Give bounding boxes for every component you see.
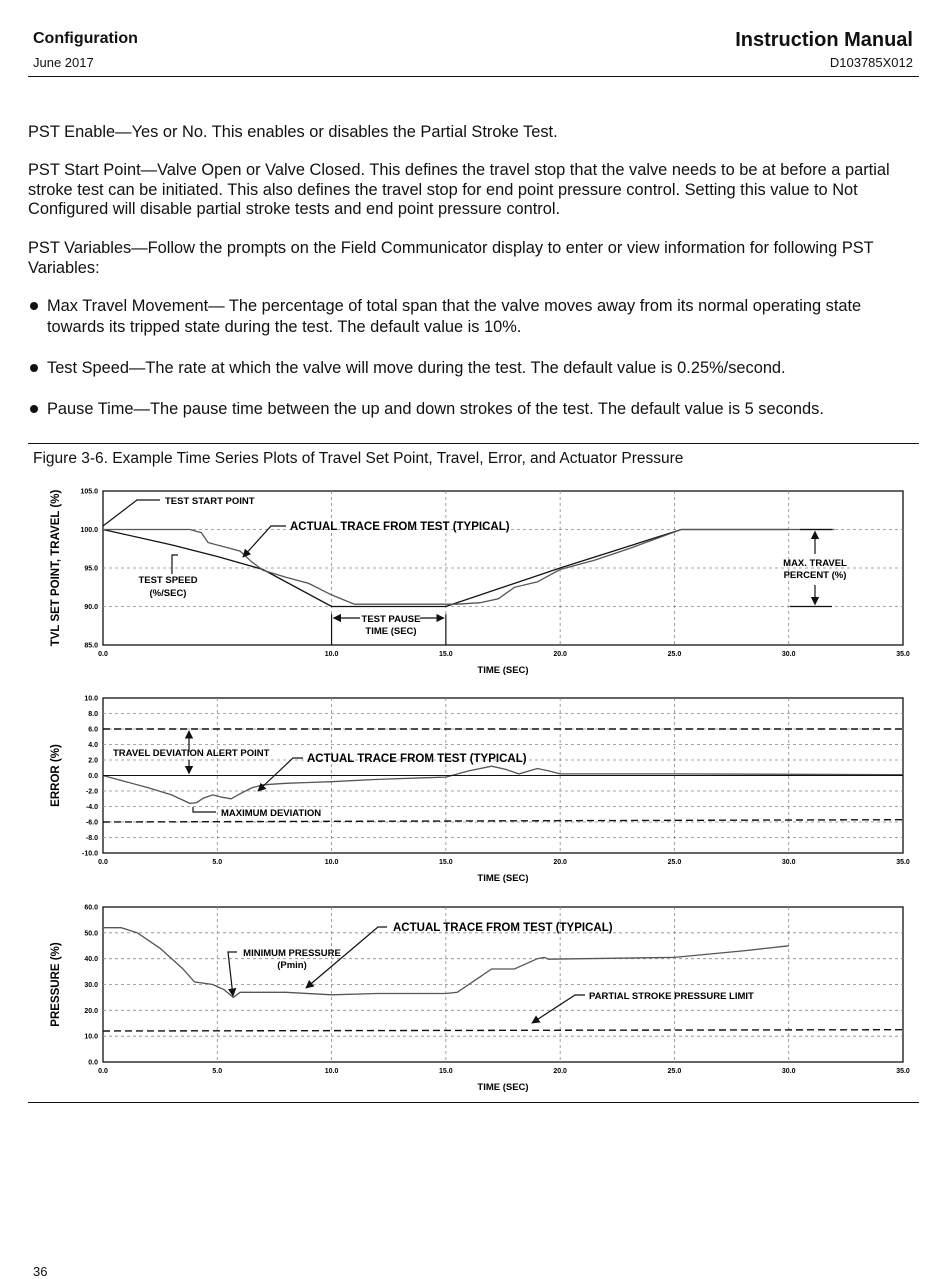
y-tick-label: 40.0 [84,956,98,964]
y-axis-label: PRESSURE (%) [50,942,62,1027]
bullet-text: — The percentage of total span that the valve moves away from its normal operating state towards its tripped state during the test. The default value is 10%. [47,297,862,336]
y-tick-label: -6.0 [85,819,98,827]
pst-enable-paragraph [28,123,918,143]
x-tick-label: 5.0 [212,859,223,866]
publication-date: June 2017 [33,55,94,70]
y-tick-label: 10.0 [84,1033,98,1041]
figure-top-rule [28,443,919,444]
series-line [103,1030,903,1031]
y-tick-label: 95.0 [84,565,98,573]
arrow-pressure-limit [532,995,585,1023]
annotation-test-pause-units: TIME (SEC) [365,626,417,637]
x-tick-label: 20.0 [553,1068,567,1075]
leader-line [103,500,160,526]
x-tick-label: 10.0 [324,1068,339,1075]
leader-line [193,807,216,812]
figure-title: Figure 3-6. Example Time Series Plots of Travel Set Point, Travel, Error, and Actuator Pressure [33,450,684,467]
x-tick-label: 10.0 [324,651,339,658]
figure-bottom-rule [28,1102,919,1103]
bullet-dot [30,405,38,413]
leader-line [172,555,178,574]
x-tick-label: 20.0 [553,859,567,866]
annotation-test-start-point: TEST START POINT [165,496,255,507]
y-tick-label: 85.0 [84,642,98,650]
y-tick-label: 60.0 [84,904,98,912]
y-axis-label: TVL SET POINT, TRAVEL (%) [50,489,62,647]
pst-enable-term: PST Enable [28,123,116,141]
bullet-term: Pause Time [47,400,134,418]
y-tick-label: 10.0 [84,695,98,703]
y-tick-label: -4.0 [85,804,98,811]
figure-charts [0,470,950,1110]
y-tick-label: 20.0 [84,1007,98,1015]
x-tick-label: 35.0 [896,859,910,866]
x-tick-label: 30.0 [781,859,796,866]
x-tick-label: 25.0 [667,651,682,658]
section-title: Configuration [33,30,138,47]
pst-variables-paragraph [28,239,918,278]
annotation-actual-trace-1: ACTUAL TRACE FROM TEST (TYPICAL) [290,521,510,533]
y-tick-label: 50.0 [84,930,98,938]
y-tick-label: 100.0 [80,527,98,534]
annotation-test-speed: TEST SPEED [138,575,198,586]
x-tick-label: 15.0 [439,1068,453,1075]
x-axis-label: TIME (SEC) [477,873,529,884]
x-tick-label: 0.0 [98,1068,108,1075]
header-rule [28,76,919,77]
pst-start-point-paragraph [28,161,918,220]
x-tick-label: 15.0 [439,859,453,866]
x-tick-label: 30.0 [781,1068,796,1075]
x-axis-label: TIME (SEC) [477,1082,529,1093]
annotation-travel-deviation-alert: TRAVEL DEVIATION ALERT POINT [113,748,270,759]
x-tick-label: 0.0 [98,651,108,658]
y-tick-label: -10.0 [82,850,98,858]
annotation-actual-trace-3: ACTUAL TRACE FROM TEST (TYPICAL) [393,922,613,934]
bullet-term: Test Speed [47,359,130,377]
x-tick-label: 0.0 [98,859,108,866]
arrow-actual-trace-2 [258,758,303,791]
bullet-dot [30,364,38,372]
pst-variables-text: —Follow the prompts on the Field Communicator display to enter or view information for following PST Variables: [28,239,874,277]
annotation-max-travel-units: PERCENT (%) [783,570,847,581]
pst-start-point-text: —Valve Open or Valve Closed. This defines the travel stop that the valve needs to be at before a partial stroke test can be initiated. This also defines the travel stop for end point pressure control. Setting this value to Not Configured will disable partial stroke tests and end point pressure control. [28,161,890,218]
y-tick-label: 4.0 [88,742,98,749]
annotation-minimum-pressure-symbol: (Pmin) [277,960,307,971]
annotation-max-travel: MAX. TRAVEL [783,558,847,569]
x-tick-label: 10.0 [324,859,339,866]
x-tick-label: 35.0 [896,1068,910,1075]
bullet-text: —The pause time between the up and down strokes of the test. The default value is 5 seconds. [133,400,824,418]
x-tick-label: 25.0 [667,859,682,866]
x-tick-label: 35.0 [896,651,910,658]
y-axis-label: ERROR (%) [50,744,62,807]
manual-title: Instruction Manual [735,29,913,51]
chart-2 [50,696,910,885]
pst-enable-text: —Yes or No. This enables or disables the Partial Stroke Test. [115,123,558,141]
bullet-dot [30,302,38,310]
annotation-test-speed-units: (%/SEC) [149,588,187,599]
y-tick-label: 2.0 [88,757,98,765]
x-tick-label: 15.0 [439,651,453,658]
y-tick-label: -8.0 [85,835,98,842]
y-tick-label: 0.0 [88,1059,98,1067]
x-axis-label: TIME (SEC) [477,665,529,676]
y-tick-label: 90.0 [84,604,98,611]
bullet-max-travel [47,296,917,338]
y-tick-label: 105.0 [80,488,98,496]
x-tick-label: 5.0 [212,1068,223,1075]
arrow-actual-trace-1 [243,526,286,557]
document-number: D103785X012 [829,55,913,70]
y-tick-label: 0.0 [88,773,98,780]
bullet-pause-time [47,399,917,420]
x-tick-label: 30.0 [781,651,796,658]
pst-start-point-term: PST Start Point [28,161,141,179]
series-line [103,530,834,605]
y-tick-label: 30.0 [84,982,98,989]
bullet-test-speed [47,358,917,379]
bullet-term: Max Travel Movement [47,297,209,315]
bullet-text: —The rate at which the valve will move during the test. The default value is 0.25%/second. [129,359,786,377]
pst-variables-term: PST Variables [28,239,132,257]
x-tick-label: 25.0 [667,1068,682,1075]
annotation-test-pause: TEST PAUSE [361,614,421,625]
annotation-maximum-deviation: MAXIMUM DEVIATION [221,808,322,819]
x-tick-label: 20.0 [553,651,567,658]
y-tick-label: 6.0 [88,726,98,734]
y-tick-label: 8.0 [88,711,98,718]
series-line [103,766,903,803]
page-number: 36 [33,1264,48,1279]
annotation-pressure-limit: PARTIAL STROKE PRESSURE LIMIT [589,991,754,1002]
annotation-actual-trace-2: ACTUAL TRACE FROM TEST (TYPICAL) [307,753,527,765]
annotation-minimum-pressure: MINIMUM PRESSURE [243,948,341,959]
y-tick-label: -2.0 [85,788,98,796]
